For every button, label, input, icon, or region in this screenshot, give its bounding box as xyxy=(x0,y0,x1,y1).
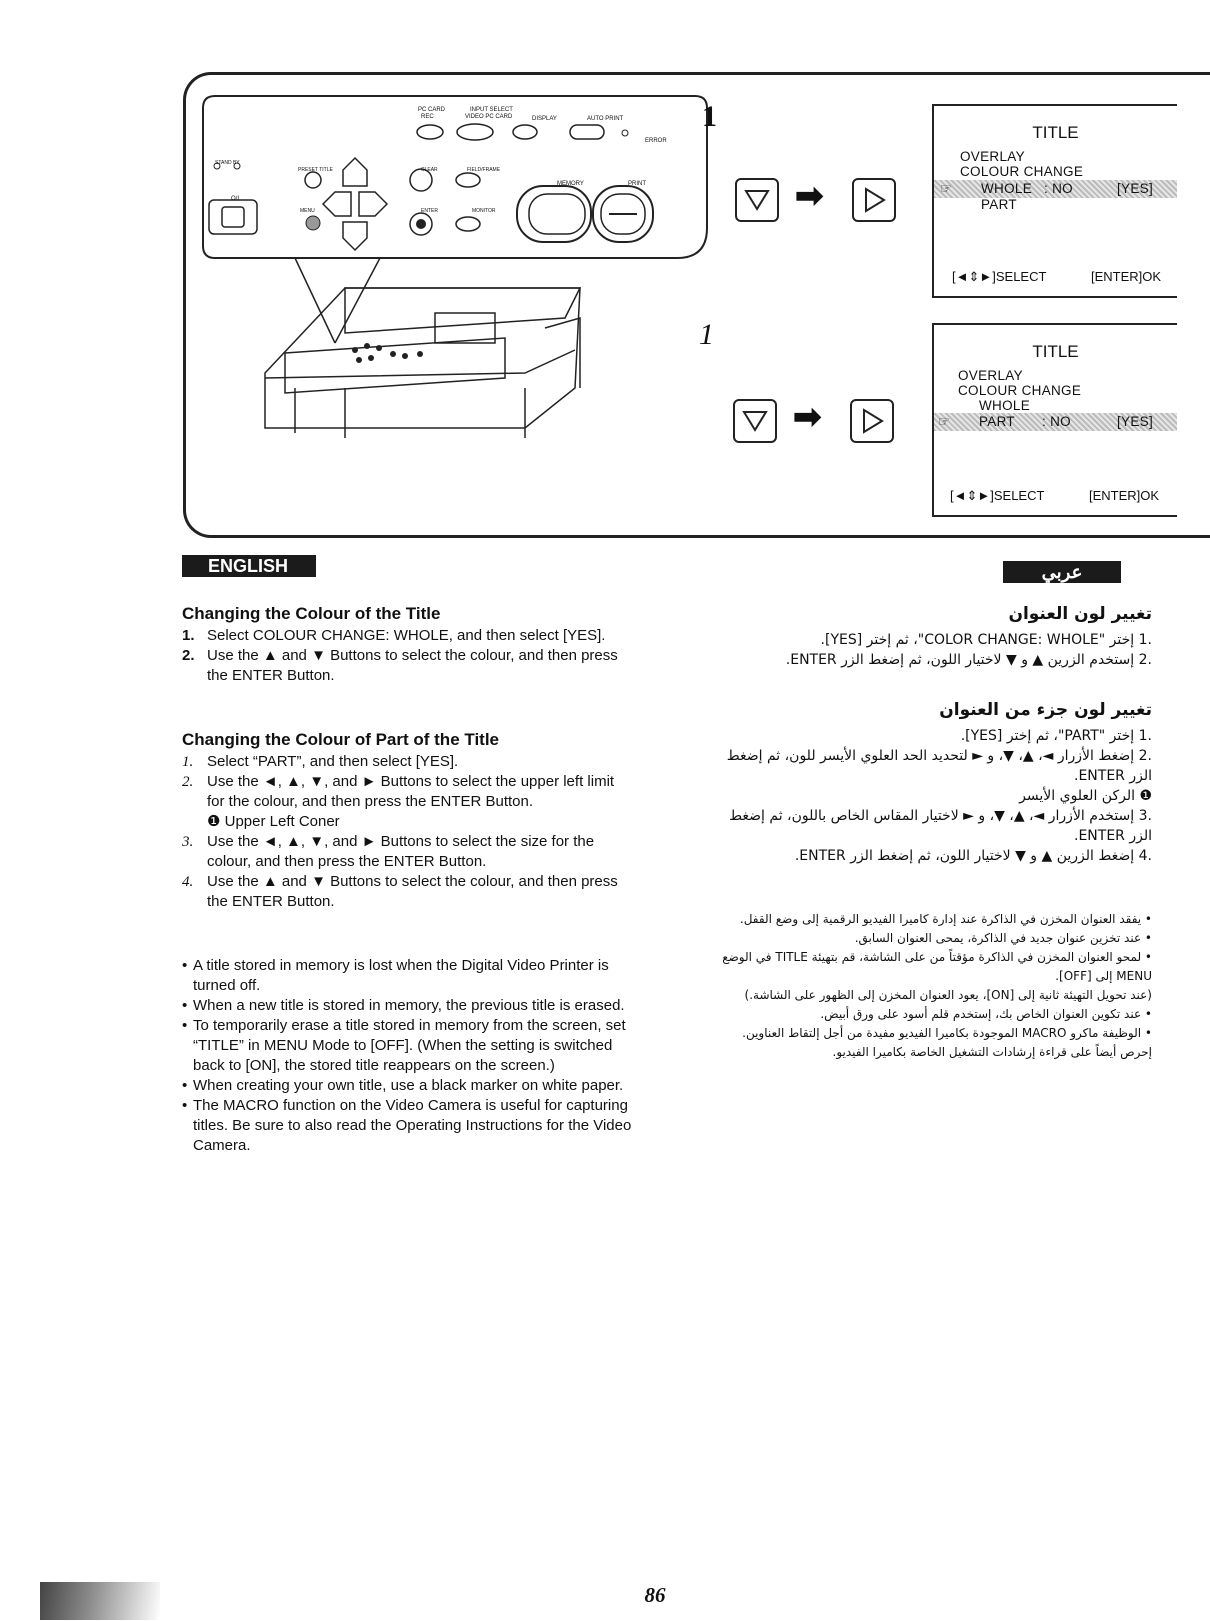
panel-label-monitor: MONITOR xyxy=(472,208,496,214)
monitor-button xyxy=(456,217,480,231)
list-item: .3 إستخدم الأزرار ◄، ▲، ▼، و ► لاختيار المقاس الخاص باللون، ثم إضغط الزر ENTER. xyxy=(729,808,1152,844)
screen-option-whole: WHOLE xyxy=(979,398,1031,413)
right-triangle-icon xyxy=(852,401,892,441)
panel-label-video-pc-card: VIDEO PC CARD xyxy=(465,114,513,120)
screen-line-colour-change: COLOUR CHANGE xyxy=(958,383,1082,398)
panel-label-print: PRINT xyxy=(628,181,646,187)
list-item: 1. Select “PART”, and then select [YES]. xyxy=(182,753,459,770)
section-heading: Changing the Colour of the Title xyxy=(182,604,441,623)
arabic-section-1 xyxy=(712,604,1152,670)
menu-screen-part xyxy=(932,323,1177,517)
note-item: إحرص أيضاً على قراءة إرشادات التشغيل الخاصة بكاميرا الفيديو. xyxy=(832,1045,1152,1059)
screen-title: TITLE xyxy=(1032,123,1079,142)
note-item: • يفقد العنوان المخزن في الذاكرة عند إدارة كاميرا الفيديو الرقمية إلى وضع القفل. xyxy=(739,912,1152,926)
panel-label-preset-title: PRESET TITLE xyxy=(298,167,333,173)
menu-screen-whole xyxy=(932,104,1177,298)
right-triangle-icon xyxy=(854,180,894,220)
right-button-graphic-2 xyxy=(850,399,894,443)
screen-option-no: : NO xyxy=(1042,414,1071,429)
power-button xyxy=(209,200,257,234)
preset-title-button xyxy=(305,172,321,188)
english-section-1 xyxy=(182,604,632,686)
note-item: • A title stored in memory is lost when the Digital Video Printer is turned off. xyxy=(182,957,609,994)
screen-line-overlay: OVERLAY xyxy=(960,149,1025,164)
field-frame-button xyxy=(456,173,480,187)
right-arrow-icon-2: ➡ xyxy=(793,398,822,436)
list-item: 2. Use the ◄, ▲, ▼, and ► Buttons to select the upper left limit for the colour, and then press the ENTER Button. xyxy=(182,773,615,810)
screen-footer-select: [◄⇕►]SELECT xyxy=(952,269,1047,284)
printer-illustration xyxy=(195,88,715,468)
panel-label-auto-print: AUTO PRINT xyxy=(587,116,624,122)
screen-option-no: : NO xyxy=(1044,181,1073,196)
down-arrow-icon xyxy=(737,180,777,220)
scan-shadow xyxy=(40,1582,160,1620)
cursor-icon: ☞ xyxy=(938,414,951,429)
note-item: • عند تخزين عنوان جديد في الذاكرة، يمحى العنوان السابق. xyxy=(854,931,1152,945)
panel-label-clear: CLEAR xyxy=(421,167,438,173)
english-section-2 xyxy=(182,730,632,912)
auto-print-switch xyxy=(570,125,604,139)
panel-label-display: DISPLAY xyxy=(532,116,557,122)
screen-line-overlay: OVERLAY xyxy=(958,368,1023,383)
panel-label-memory: MEMORY xyxy=(557,181,584,187)
screen-footer-ok: [ENTER]OK xyxy=(1091,269,1162,284)
cursor-icon: ☞ xyxy=(940,181,953,196)
step-number-1-italic: 1 xyxy=(699,318,714,351)
screen-option-yes: [YES] xyxy=(1117,181,1154,196)
list-item-note: ❶ الركن العلوي الأيسر xyxy=(1019,788,1152,804)
note-item: • When creating your own title, use a black marker on white paper. xyxy=(182,1077,624,1094)
list-item: .4 إضغط الزرين ▲ و ▼ لاختيار اللون، ثم إضغط الزر ENTER. xyxy=(794,848,1152,864)
input-select-button xyxy=(457,124,493,140)
list-item: 2. Use the ▲ and ▼ Buttons to select the colour, and then press the ENTER Button. xyxy=(182,647,618,684)
page-number: 86 xyxy=(644,1583,666,1607)
list-item: .1 إختر "PART"، ثم إختر [YES]. xyxy=(960,728,1152,744)
screen-footer-ok: [ENTER]OK xyxy=(1089,488,1160,503)
english-section-label: ENGLISH xyxy=(182,555,316,577)
panel-label-field-frame: FIELD/FRAME xyxy=(467,167,501,173)
note-item: • لمحو العنوان المخزن في الذاكرة مؤقتاً من على الشاشة، قم بتهيئة TITLE في الوضع MENU إلى [OFF]. xyxy=(722,950,1152,983)
screen-line-colour-change: COLOUR CHANGE xyxy=(960,164,1084,179)
note-item: • الوظيفة ماكرو MACRO الموجودة بكاميرا الفيديو مفيدة من أجل إلتقاط العناوين. xyxy=(742,1026,1152,1040)
error-lamp xyxy=(622,130,628,136)
screen-footer-select: [◄⇕►]SELECT xyxy=(950,488,1045,503)
display-button xyxy=(513,125,537,139)
note-item: (عند تحويل التهيئة ثانية إلى [ON]، يعود العنوان المخزن إلى الظهور على الشاشة.) xyxy=(744,988,1152,1002)
note-item: • عند تكوين العنوان الخاص بك، إستخدم قلم أسود على ورق أبيض. xyxy=(820,1007,1152,1021)
screen-title: TITLE xyxy=(1032,342,1079,361)
arabic-section-2 xyxy=(712,700,1152,866)
panel-label-input-select: INPUT SELECT xyxy=(470,107,513,113)
section-heading: تغيير لون جزء من العنوان xyxy=(939,700,1152,720)
panel-label-stand-by: STAND BY xyxy=(215,160,240,166)
screen-option-yes: [YES] xyxy=(1117,414,1154,429)
list-item: 3. Use the ◄, ▲, ▼, and ► Buttons to select the size for the colour, and then press the ENTER Button. xyxy=(182,833,595,870)
panel-label-pc-card: PC CARD xyxy=(418,107,446,113)
down-arrow-icon xyxy=(735,401,775,441)
menu-button xyxy=(306,216,320,230)
list-item: .1 إختر "COLOR CHANGE: WHOLE"، ثم إختر [YES]. xyxy=(820,632,1152,648)
panel-label-rec: REC xyxy=(421,114,434,120)
english-notes xyxy=(182,956,632,1156)
arabic-notes xyxy=(712,910,1152,1062)
note-item: • To temporarily erase a title stored in memory from the screen, set “TITLE” in MENU Mode to [OFF]. (When the setting is switched back to [ON], the stored title reappears on the screen.) xyxy=(182,1017,626,1074)
screen-option-whole: WHOLE xyxy=(981,181,1033,196)
arabic-section-label: عربي xyxy=(1003,561,1121,583)
list-item: 4. Use the ▲ and ▼ Buttons to select the colour, and then press the ENTER Button. xyxy=(182,873,618,910)
list-item: .2 إستخدم الزرين ▲ و ▼ لاختيار اللون، ثم إضغط الزر ENTER. xyxy=(785,652,1152,668)
rec-button xyxy=(417,125,443,139)
down-button-graphic-2 xyxy=(733,399,777,443)
list-item: 1. Select COLOUR CHANGE: WHOLE, and then select [YES]. xyxy=(182,627,606,644)
note-item: • When a new title is stored in memory, the previous title is erased. xyxy=(182,997,625,1014)
note-item: • The MACRO function on the Video Camera is useful for capturing titles. Be sure to also read the Operating Instructions for the Video Camera. xyxy=(182,1097,632,1154)
section-heading: تغيير لون العنوان xyxy=(1008,604,1152,624)
right-button-graphic xyxy=(852,178,896,222)
right-arrow-icon: ➡ xyxy=(795,177,824,215)
panel-label-error: ERROR xyxy=(645,138,667,144)
screen-option-part: PART xyxy=(979,414,1015,429)
step-number-1: 1 xyxy=(702,100,717,133)
list-item-note: ❶ Upper Left Coner xyxy=(207,813,340,830)
screen-option-part: PART xyxy=(981,197,1017,212)
panel-label-menu: MENU xyxy=(300,208,315,214)
list-item: .2 إضغط الأزرار ◄، ▲، ▼، و ► لتحديد الحد العلوي الأيسر للون، ثم إضغط الزر ENTER. xyxy=(726,748,1152,784)
printer-body xyxy=(265,288,580,438)
down-button-graphic xyxy=(735,178,779,222)
panel-label-enter: ENTER xyxy=(421,208,438,214)
panel-label-on-off: O/I xyxy=(231,196,240,202)
section-heading: Changing the Colour of Part of the Title xyxy=(182,730,500,749)
